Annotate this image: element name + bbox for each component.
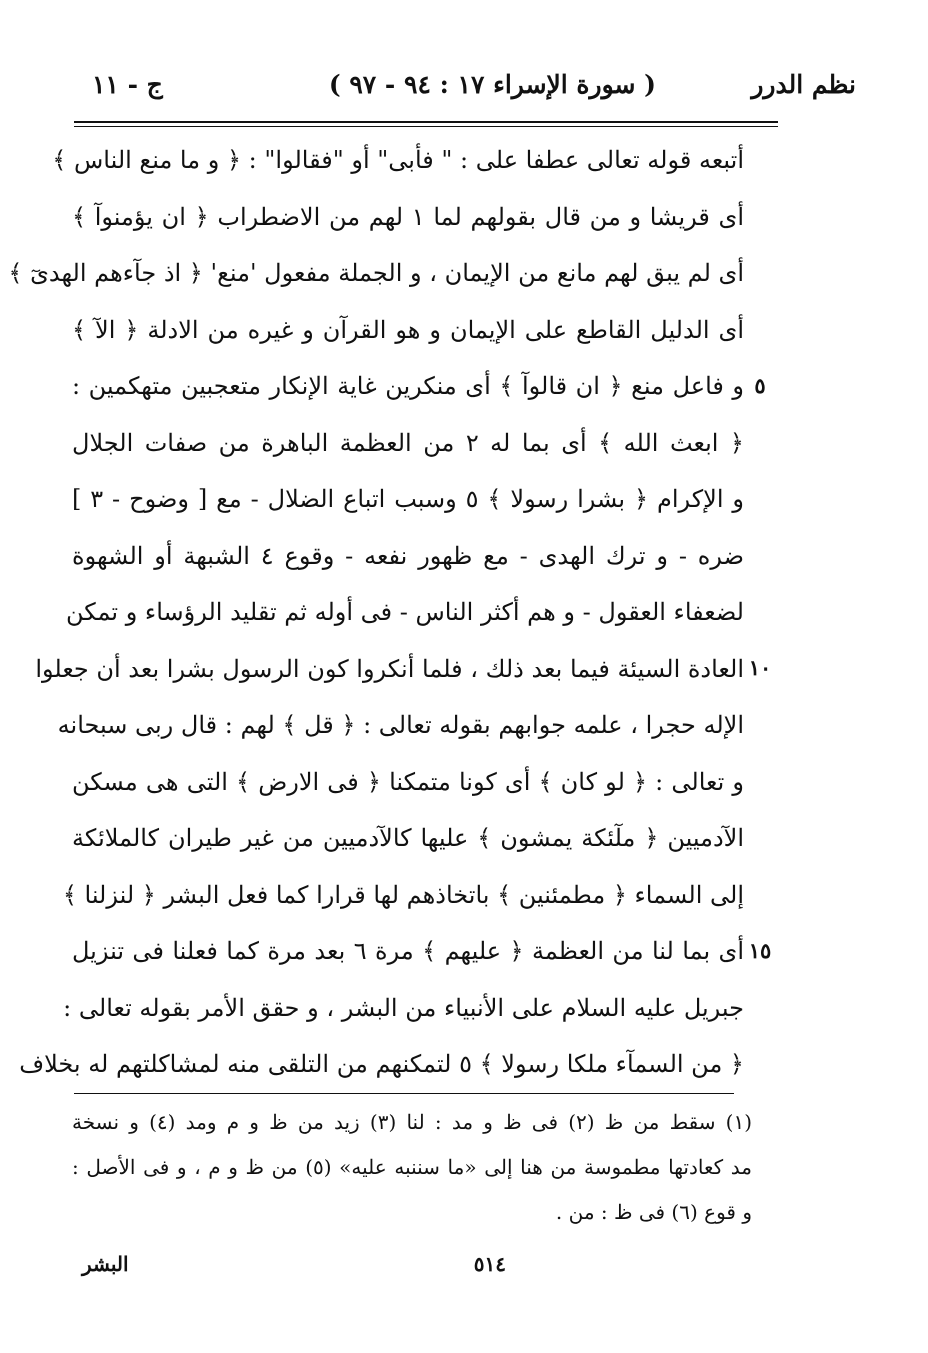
text-line: إلى السماء ﴿ مطمئنين ﴾ باتخاذهم لها قرارا كما فعل البشر ﴿ لنزلنا ﴾ <box>62 880 744 909</box>
book-title: نظم الدرر <box>751 70 856 99</box>
text-line: ﴿ ابعث الله ﴾ أى بما له ٢ من العظمة الباهرة من صفات الجلال <box>72 428 744 457</box>
page-footer <box>70 1248 856 1288</box>
footnote-line: و قوع (٦) فى ظ : من . <box>555 1200 752 1224</box>
text-line: ﴿ من السمآء ملكا رسولا ﴾ ٥ لتمكنهم من التلقى منه لمشاكلتهم له بخلاف <box>19 1050 744 1078</box>
footnote-line: مد كعادتها مطموسة من هنا إلى «ما سننبه عليه» (٥) من ظ و م ، و فى الأصل : <box>72 1155 752 1179</box>
main-text <box>8 132 745 1093</box>
line-number: ١٠ <box>748 655 772 680</box>
text-line: ضره - و ترك الهدى - مع ظهور نفعه - وقوع ٤ الشبهة أو الشهوة <box>72 541 744 570</box>
text-line: و فاعل منع ﴿ ان قالوآ ﴾ أى منكرين غاية الإنكار متعجبين متهكمين : <box>72 372 745 400</box>
page-number: ٥١٤ <box>473 1252 506 1276</box>
text-line: أى الدليل القاطع على الإيمان و هو القرآن و غيره من الادلة ﴿ الآ ﴾ <box>72 315 744 344</box>
footnote-line: (١) سقط من ظ (٢) فى ظ و مد : لنا (٣) زيد من ظ و م ومد (٤) و نسخة <box>72 1110 753 1134</box>
text-line: الآدميين ﴿ ملٓئكة يمشون ﴾ عليها كالآدميين من غير طيران كالملائكة <box>72 824 744 852</box>
header-rule-thick <box>74 121 778 123</box>
footnotes <box>72 1100 752 1235</box>
text-line: و الإكرام ﴿ بشرا رسولا ﴾ ٥ وسبب اتباع الضلال - مع [ وضوح - ٣ ] <box>72 485 744 513</box>
text-line: أى بما لنا من العظمة ﴿ عليهم ﴾ مرة ٦ بعد مرة كما فعلنا فى تنزيل <box>72 937 744 965</box>
running-header <box>70 64 856 104</box>
text-line: و تعالى : ﴿ لو كان ﴾ أى كونا متمكنا ﴿ فى الارض ﴾ التى هى مسكن <box>72 767 744 796</box>
text-line: العادة السيئة فيما بعد ذلك ، فلما أنكروا كون الرسول بشرا بعد أن جعلوا <box>35 654 744 683</box>
footnote-rule <box>74 1093 734 1094</box>
line-number: ١٥ <box>748 938 772 963</box>
line-number: ٥ <box>754 373 766 398</box>
header-rule-thin <box>74 126 778 127</box>
text-line: أى لم يبق لهم مانع من الإيمان ، و الجملة مفعول 'منع' ﴿ اذ جآءهم الهدىٓ ﴾ <box>8 259 744 287</box>
text-line: لضعفاء العقول - و هم أكثر الناس - فى أوله ثم تقليد الرؤساء و تمكن <box>66 598 744 626</box>
text-line: الإله حجرا ، علمه جوابهم بقوله تعالى : ﴿ قل ﴾ لهم : قال ربى سبحانه <box>57 711 744 739</box>
surah-reference: ( سورة الإسراء ١٧ : ٩٤ - ٩٧ ) <box>328 70 656 99</box>
text-line: أى قريشا و من قال بقولهم لما ١ لهم من الاضطراب ﴿ ان يؤمنوآ ﴾ <box>72 202 744 231</box>
volume-label: ج - ١١ <box>92 70 163 99</box>
text-line: أتبعه قوله تعالى عطفا على : " فأبى" أو "فقالوا" : ﴿ و ما منع الناس ﴾ <box>52 146 744 174</box>
catchword: البشر <box>82 1252 129 1276</box>
text-line: جبريل عليه السلام على الأنبياء من البشر ، و حقق الأمر بقوله تعالى : <box>63 993 744 1022</box>
